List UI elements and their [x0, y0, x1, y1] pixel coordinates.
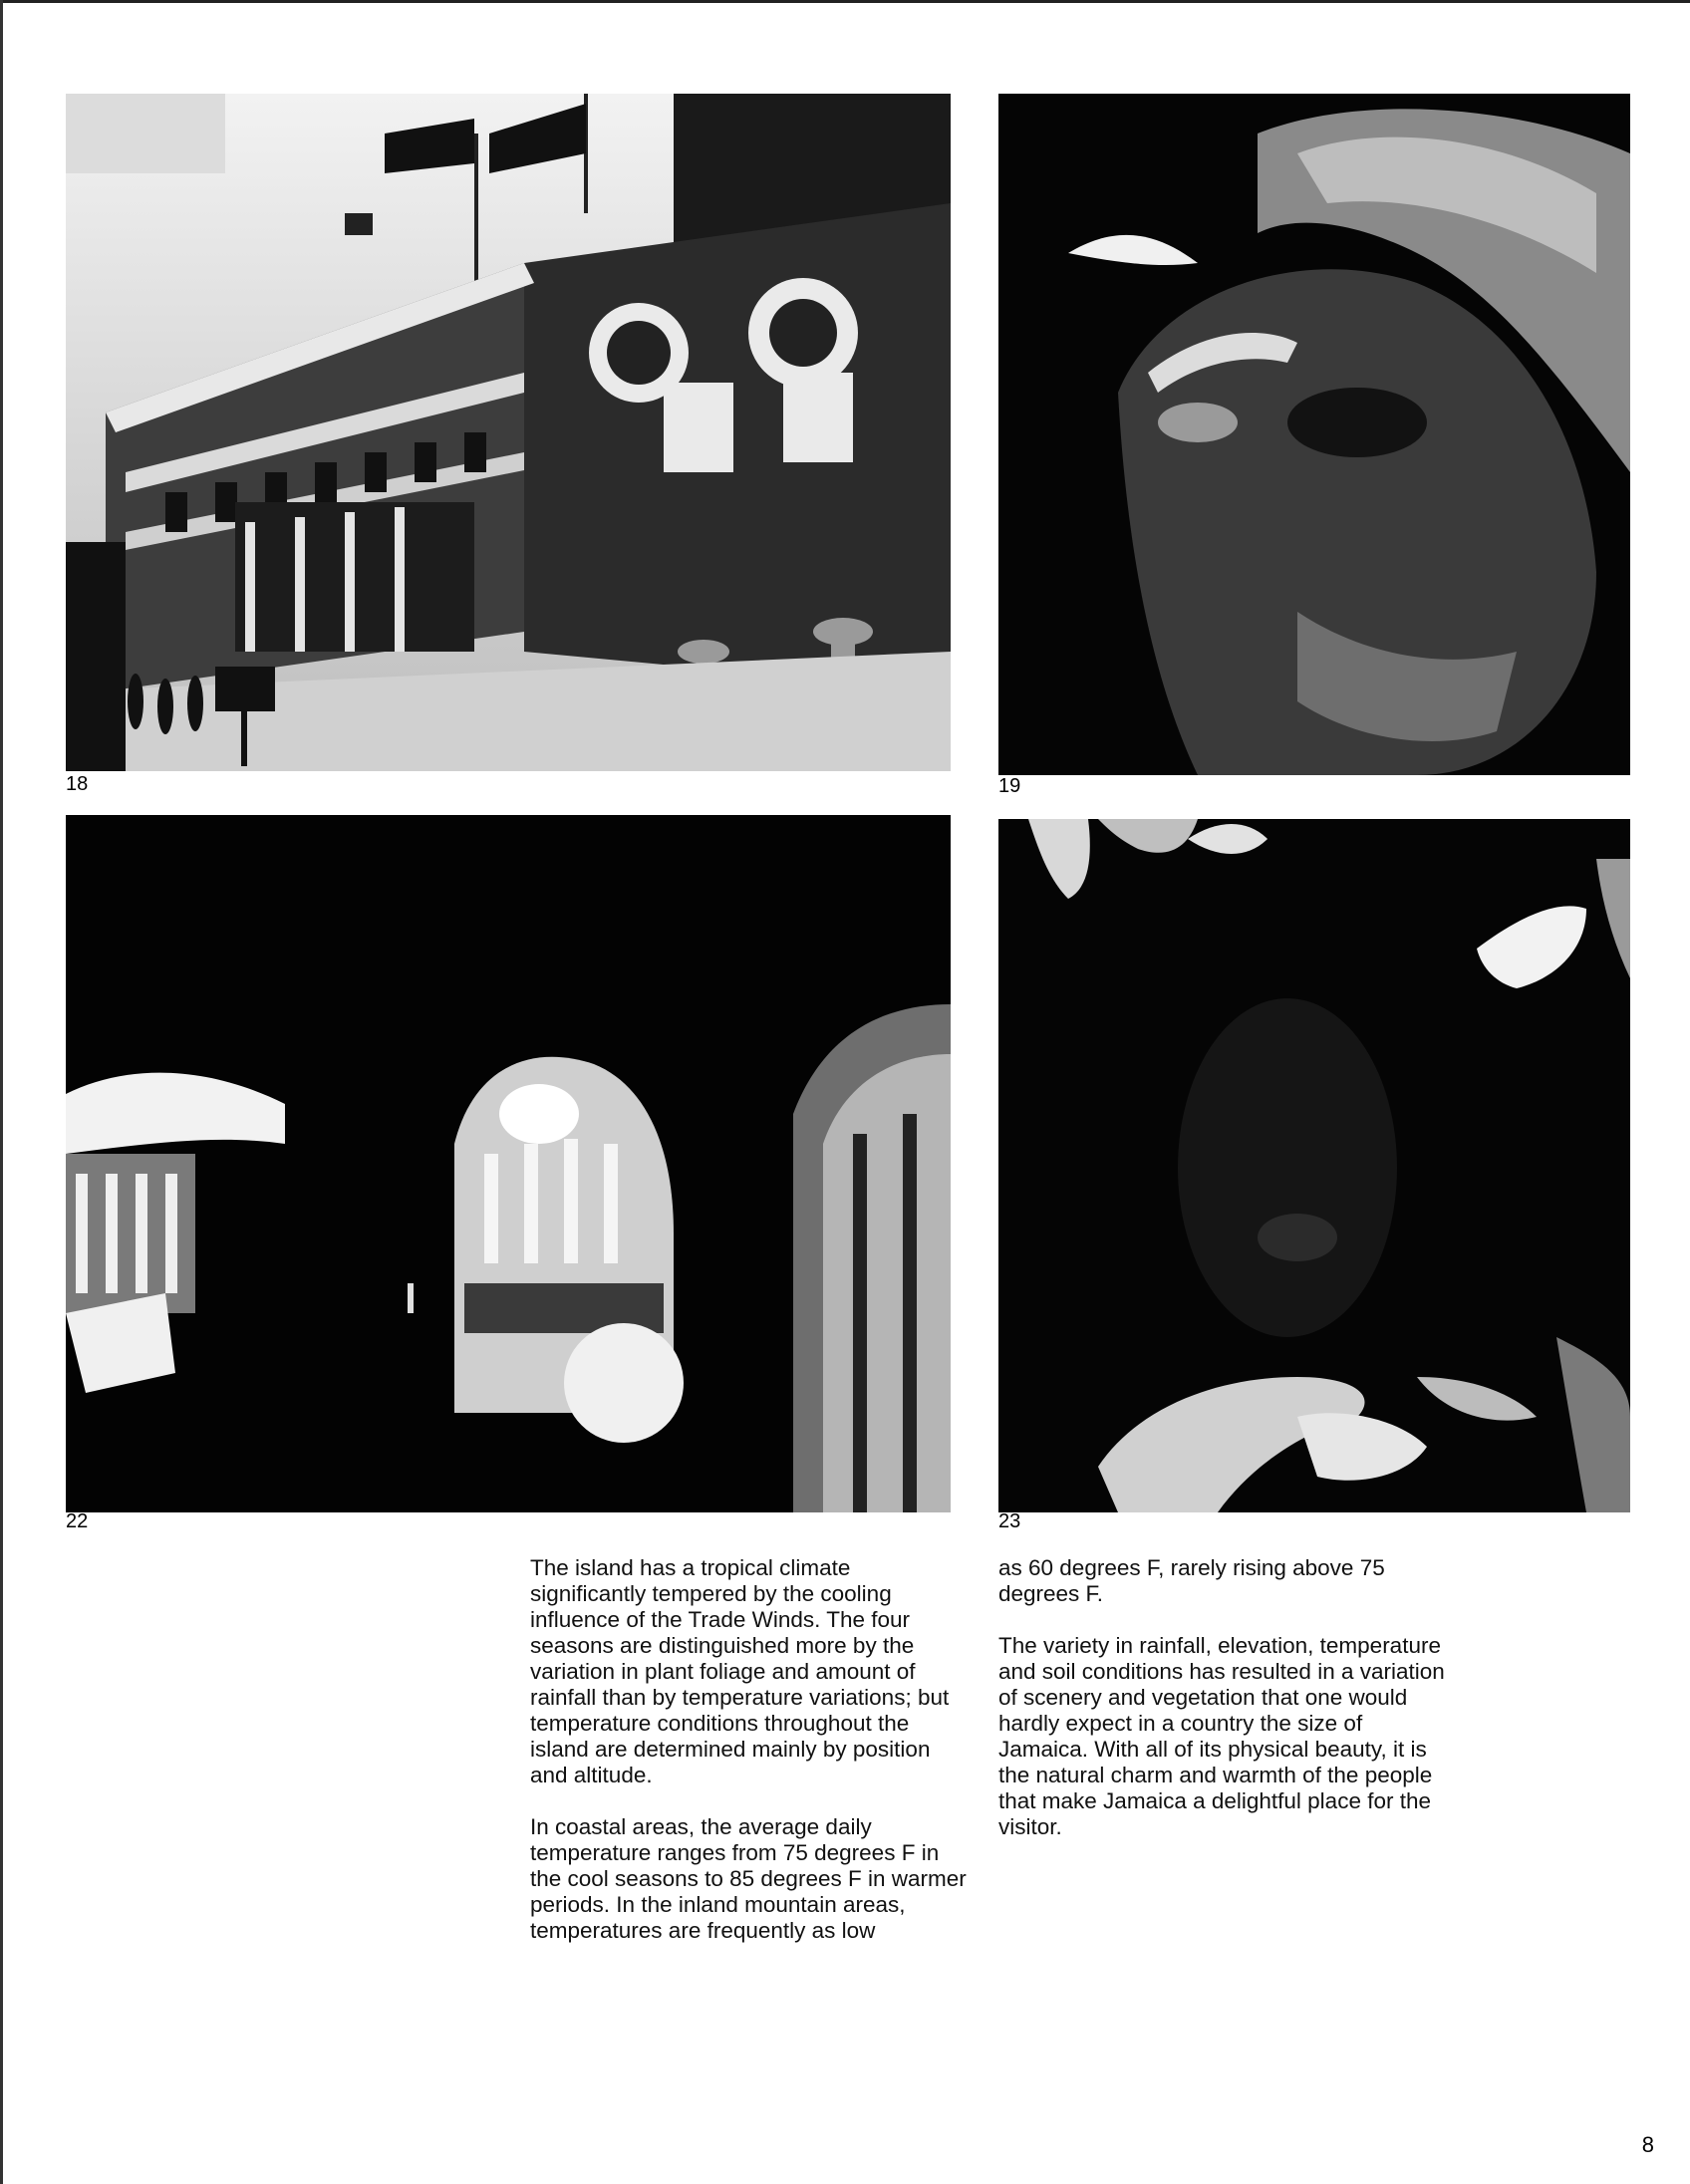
- photo-19-portrait: [998, 94, 1630, 775]
- photo-23-number: 23: [998, 1510, 1021, 1532]
- photo-22-number: 22: [66, 1510, 89, 1532]
- page-top-rule: [0, 0, 1690, 3]
- paragraph-scenery: The variety in rainfall, elevation, temperature and soil conditions has resulted in a variation of scenery and vegetation that one would hardly expect in a country the size of Jamaica. With all of its physical beauty, it is the natural charm and warmth of the people that make Jamaica a delightful place for the visitor.: [998, 1633, 1445, 1839]
- body-column-right: [998, 1555, 1457, 1866]
- photo-18-number: 18: [66, 773, 89, 795]
- page-left-rule: [0, 0, 3, 2184]
- paragraph-temperatures: In coastal areas, the average daily temperature ranges from 75 degrees F in the cool seasons to 85 degrees F in warmer periods. In the inland mountain areas, temperatures are frequently as low: [530, 1814, 967, 1943]
- body-column-left: [530, 1555, 969, 1970]
- photo-19-number: 19: [998, 775, 1021, 797]
- photo-23-portrait: [998, 819, 1630, 1512]
- paragraph-temperatures-cont: as 60 degrees F, rarely rising above 75 degrees F.: [998, 1555, 1385, 1606]
- page-number: 8: [1641, 2132, 1654, 2157]
- paragraph-climate: The island has a tropical climate significantly tempered by the cooling influence of the Trade Winds. The four seasons are distinguished more by the variation in plant foliage and amount of rainfall than by temperature variations; but temperature conditions throughout the island are determined mainly by position and altitude.: [530, 1555, 950, 1787]
- photo-18-building: [66, 94, 951, 771]
- photo-22-arches: [66, 815, 951, 1512]
